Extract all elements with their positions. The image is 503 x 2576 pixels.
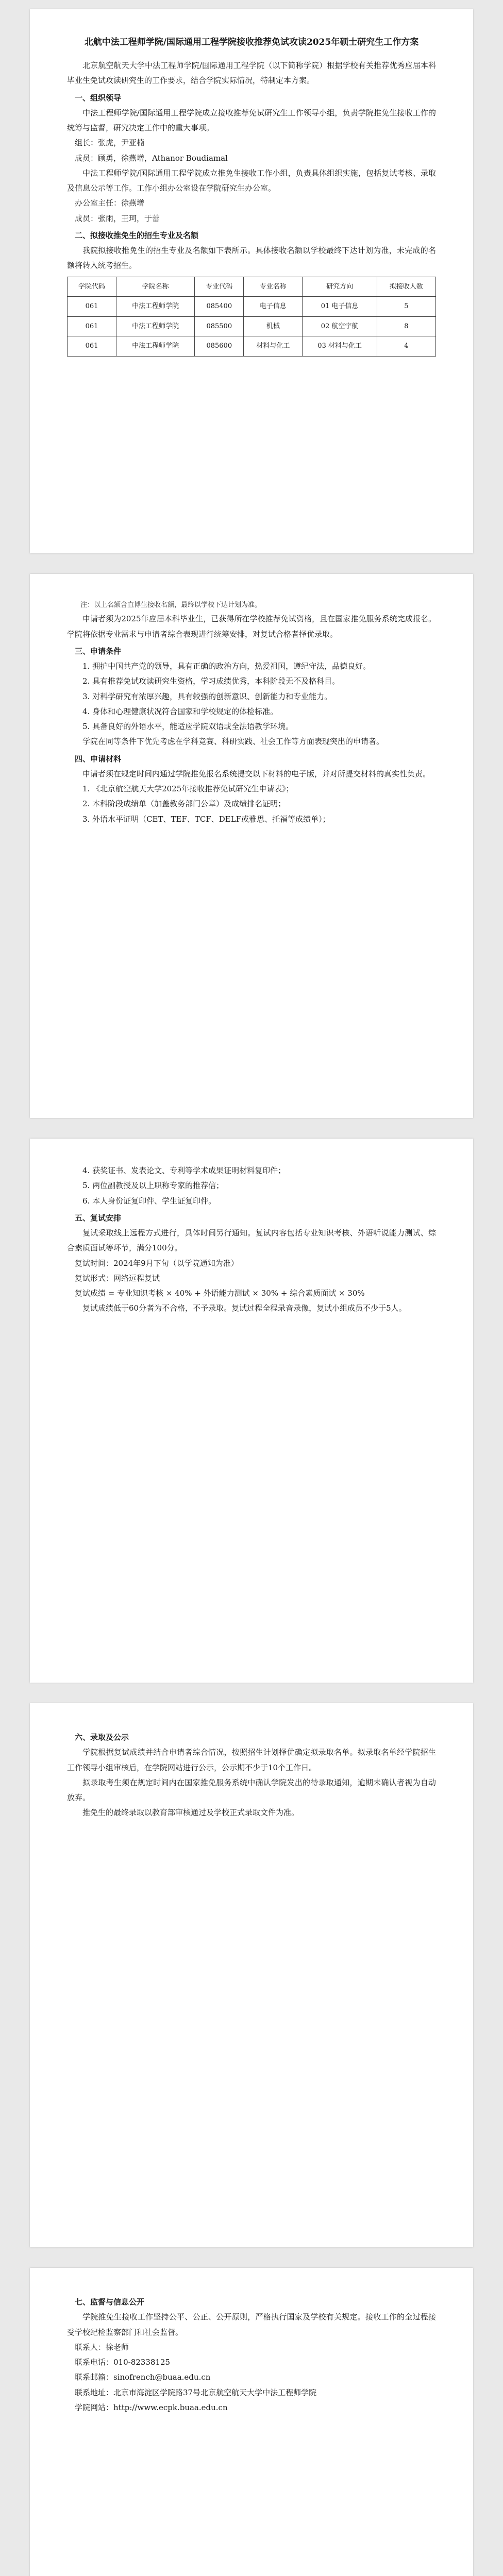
table-cell: 中法工程师学院 <box>116 316 195 336</box>
section-1-heading: 一、组织领导 <box>75 93 122 103</box>
document-title: 北航中法工程师学院/国际通用工程学院接收推荐免试攻读2025年硕士研究生工作方案 <box>84 37 419 47</box>
section-3-heading: 三、申请条件 <box>75 646 122 656</box>
table-row <box>68 316 436 336</box>
table-cell: 5 <box>377 297 435 317</box>
table-cell: 061 <box>68 316 116 336</box>
table-cell: 061 <box>68 336 116 357</box>
section-3-paragraph: 学院在同等条件下优先考虑在学科竞赛、科研实践、社会工作等方面表现突出的申请者。 <box>82 737 384 747</box>
interview-time: 复试时间：2024年9月下旬（以学院通知为准） <box>75 1258 239 1268</box>
section-7-paragraph: 学院推免生接收工作坚持公平、公正、公开原则，严格执行国家及学校有关规定。接收工作的全过程接受学校纪检监察部门和社会监督。 <box>67 2312 436 2337</box>
quota-table-header-row <box>68 277 436 297</box>
intro-paragraph: 北京航空航天大学中法工程师学院/国际通用工程学院（以下简称学院）根据学校有关推荐优秀应届本科毕业生免试攻读研究生的工作要求，结合学院实际情况，特制定本方案。 <box>67 61 436 86</box>
table-cell: 电子信息 <box>244 297 303 317</box>
table-cell: 085600 <box>195 336 244 357</box>
interview-format: 复试形式：网络远程复试 <box>75 1273 160 1283</box>
contact-email[interactable]: 联系邮箱：sinofrench@buaa.edu.cn <box>75 2372 211 2382</box>
table-row <box>68 336 436 357</box>
section-6-paragraph-3: 推免生的最终录取以教育部审核通过及学校正式录取文件为准。 <box>82 1808 299 1818</box>
contact-person: 联系人：徐老师 <box>75 2342 129 2352</box>
section-4-heading: 四、申请材料 <box>75 754 122 764</box>
section-5-paragraph-1: 复试采取线上远程方式进行，具体时间另行通知。复试内容包括专业知识考核、外语听说能力测试、综合素质面试等环节，满分100分。 <box>67 1228 436 1253</box>
section-7-heading: 七、监督与信息公开 <box>75 2297 145 2307</box>
table-note: 注：以上名额含直博生接收名额，最终以学校下达计划为准。 <box>80 601 262 609</box>
table-cell: 02 航空宇航 <box>303 316 377 336</box>
table-header-cell: 学院名称 <box>116 277 195 297</box>
score-formula: 复试成绩 = 专业知识考核 × 40% + 外语能力测试 × 30% + 综合素质面试 × 30% <box>75 1289 365 1298</box>
section-1-paragraph-2: 中法工程师学院/国际通用工程学院成立推免生接收工作小组，负责具体组织实施，包括复试考核、录取及信息公示等工作。工作小组办公室设在学院研究生办公室。 <box>67 168 436 193</box>
table-cell: 机械 <box>244 316 303 336</box>
list-item: 3. 外语水平证明（CET、TEF、TCF、DELF或雅思、托福等成绩单）； <box>82 814 330 824</box>
table-cell: 中法工程师学院 <box>116 336 195 357</box>
table-cell: 085500 <box>195 316 244 336</box>
list-item: 2. 本科阶段成绩单（加盖教务部门公章）及成绩排名证明； <box>82 799 286 809</box>
list-item: 1. 拥护中国共产党的领导，具有正确的政治方向，热爱祖国，遵纪守法，品德良好。 <box>82 662 371 671</box>
list-item: 5. 具备良好的外语水平，能适应学院双语或全法语教学环境。 <box>82 722 294 732</box>
table-header-cell: 研究方向 <box>303 277 377 297</box>
document-page-1 <box>30 9 473 553</box>
list-item: 4. 身体和心理健康状况符合国家和学校规定的体检标准。 <box>82 706 278 716</box>
document-page-3 <box>30 1139 473 1683</box>
list-item: 3. 对科学研究有浓厚兴趣，具有较强的创新意识、创新能力和专业能力。 <box>82 691 332 701</box>
table-cell: 材料与化工 <box>244 336 303 357</box>
section-6-paragraph-2: 拟录取考生须在规定时间内在国家推免服务系统中确认学院发出的待录取通知，逾期未确认者视为自动放弃。 <box>67 1777 436 1802</box>
quota-table <box>67 277 436 357</box>
document-page-2 <box>30 574 473 1118</box>
table-header-cell: 专业名称 <box>244 277 303 297</box>
table-cell: 8 <box>377 316 435 336</box>
table-header-cell: 学院代码 <box>68 277 116 297</box>
section-2-paragraph-1: 我院拟接收推免生的招生专业及名额如下表所示。具体接收名额以学校最终下达计划为准，未完成的名额将转入统考招生。 <box>67 246 436 270</box>
document-page-4 <box>30 1703 473 2247</box>
members-line: 成员：顾勇，徐燕增，Athanor Boudiamal <box>75 153 228 163</box>
table-row <box>68 297 436 317</box>
table-cell: 中法工程师学院 <box>116 297 195 317</box>
section-6-paragraph-1: 学院根据复试成绩并结合申请者综合情况，按照招生计划择优确定拟录取名单。拟录取名单经学院招生工作领导小组审核后，在学院网站进行公示，公示期不少于10个工作日。 <box>67 1748 436 1772</box>
table-cell: 085400 <box>195 297 244 317</box>
list-item: 4. 获奖证书、发表论文、专利等学术成果证明材料复印件； <box>82 1166 286 1175</box>
table-cell: 03 材料与化工 <box>303 336 377 357</box>
section-6-heading: 六、录取及公示 <box>75 1733 129 1742</box>
section-2-paragraph-2: 申请者须为2025年应届本科毕业生，已获得所在学校推荐免试资格，且在国家推免服务系统完成报名。学院将依据专业需求与申请者综合表现进行统筹安排，对复试合格者择优录取。 <box>67 614 436 639</box>
contact-phone: 联系电话：010-82338125 <box>75 2358 171 2367</box>
list-item: 2. 具有推荐免试攻读研究生资格，学习成绩优秀，本科阶段无不及格科目。 <box>82 676 340 686</box>
section-5-heading: 五、复试安排 <box>75 1213 122 1223</box>
section-1-paragraph-1: 中法工程师学院/国际通用工程学院成立接收推荐免试研究生工作领导小组，负责学院推免生接收工作的统筹与监督，研究决定工作中的重大事项。 <box>67 108 436 133</box>
contact-address: 联系地址：北京市海淀区学院路37号北京航空航天大学中法工程师学院 <box>75 2387 317 2397</box>
table-cell: 01 电子信息 <box>303 297 377 317</box>
section-2-heading: 二、拟接收推免生的招生专业及名额 <box>75 230 199 240</box>
document-page-5 <box>30 2268 473 2576</box>
leaders-line: 组长：张虎，尹亚楠 <box>75 138 145 148</box>
section-5-paragraph-2: 复试成绩低于60分者为不合格，不予录取。复试过程全程录音录像，复试小组成员不少于5人。 <box>82 1303 407 1313</box>
list-item: 6. 本人身份证复印件、学生证复印件。 <box>82 1196 216 1206</box>
list-item: 5. 两位副教授及以上职称专家的推荐信； <box>82 1181 224 1191</box>
office-members-line: 成员：张雨，王珂，于蕾 <box>75 213 160 223</box>
table-cell: 061 <box>68 297 116 317</box>
college-website-link[interactable]: 学院网站：http://www.ecpk.buaa.edu.cn <box>75 2402 228 2412</box>
table-cell: 4 <box>377 336 435 357</box>
table-header-cell: 拟接收人数 <box>377 277 435 297</box>
list-item: 1. 《北京航空航天大学2025年接收推荐免试研究生申请表》； <box>82 784 294 794</box>
table-header-cell: 专业代码 <box>195 277 244 297</box>
section-4-paragraph: 申请者须在规定时间内通过学院推免报名系统提交以下材料的电子版，并对所提交材料的真实性负责。 <box>82 769 431 778</box>
office-director-line: 办公室主任：徐燕增 <box>75 198 145 208</box>
